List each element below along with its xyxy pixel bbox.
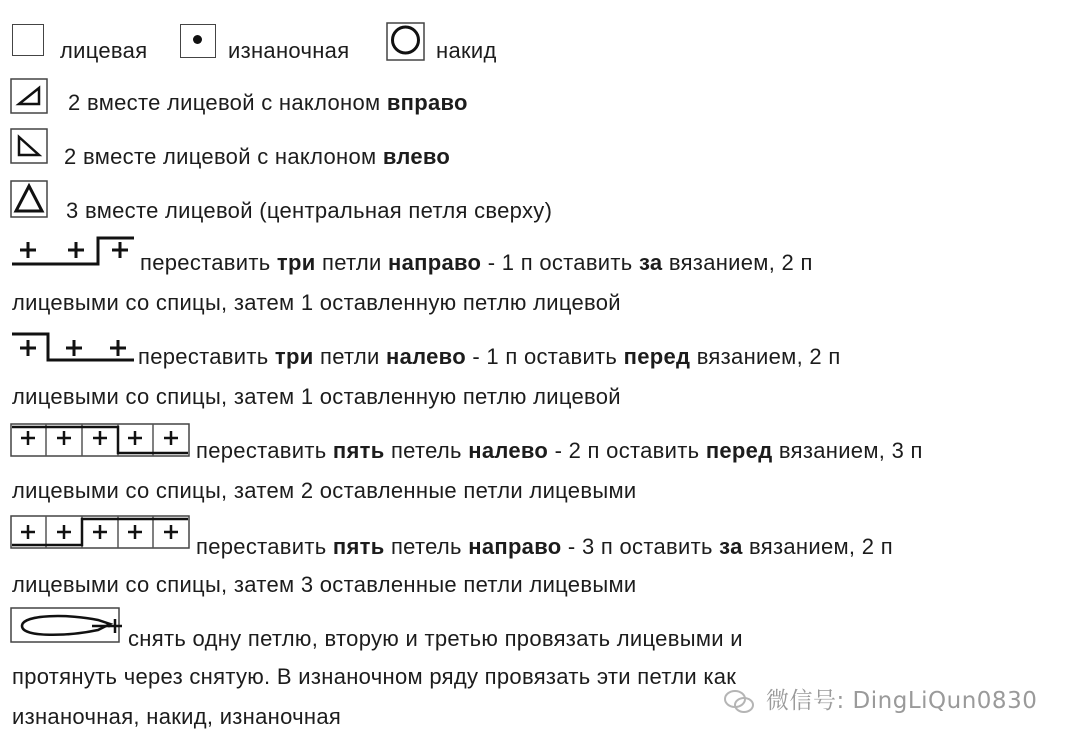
cross5-left-text-2: лицевыми со спицы, затем 2 оставленные петли лицевыми (12, 478, 637, 503)
k2tog-right-text: 2 вместе лицевой с наклоном вправо (68, 90, 468, 115)
cross5-left-icon (10, 422, 190, 460)
cross3-right-text-2: лицевыми со спицы, затем 1 оставленную петлю лицевой (12, 290, 621, 315)
slip-pass-text-3: изнаночная, накид, изнаночная (12, 704, 342, 729)
watermark-text: 微信号: DingLiQun0830 (766, 688, 1038, 714)
k3tog-icon (10, 180, 50, 220)
k2tog-right-icon (10, 78, 50, 116)
cross3-left-text-1: переставить три петли налево - 1 п оставить перед вязанием, 2 п (138, 344, 841, 369)
cross3-left-text-2: лицевыми со спицы, затем 1 оставленную петлю лицевой (12, 384, 621, 409)
cross3-right-icon (10, 234, 134, 270)
slip-pass-icon (10, 606, 124, 646)
dot-icon (193, 35, 202, 44)
knit-label: лицевая (60, 38, 148, 63)
yarn-over-label: накид (436, 38, 497, 63)
purl-label: изнаночная (228, 38, 350, 63)
purl-symbol-box (180, 24, 216, 58)
k2tog-left-icon (10, 128, 50, 166)
k3tog-text: 3 вместе лицевой (центральная петля сверху) (66, 198, 553, 223)
k2tog-left-text: 2 вместе лицевой с наклоном влево (64, 144, 451, 169)
wechat-icon (722, 686, 756, 716)
slip-pass-text-2: протянуть через снятую. В изнаночном ряду провязать эти петли как (12, 664, 737, 689)
cross5-right-text-1: переставить пять петель направо - 3 п оставить за вязанием, 2 п (196, 534, 893, 559)
cross3-left-icon (10, 330, 134, 364)
yarn-over-icon (386, 22, 426, 62)
cross3-right-text-1: переставить три петли направо - 1 п оставить за вязанием, 2 п (140, 250, 813, 275)
cross5-left-text-1: переставить пять петель налево - 2 п оставить перед вязанием, 3 п (196, 438, 923, 463)
slip-pass-text-1: снять одну петлю, вторую и третью провязать лицевыми и (128, 626, 743, 651)
cross5-right-icon (10, 514, 190, 552)
cross5-right-text-2: лицевыми со спицы, затем 3 оставленные петли лицевыми (12, 572, 637, 597)
knit-symbol-box (12, 24, 44, 56)
